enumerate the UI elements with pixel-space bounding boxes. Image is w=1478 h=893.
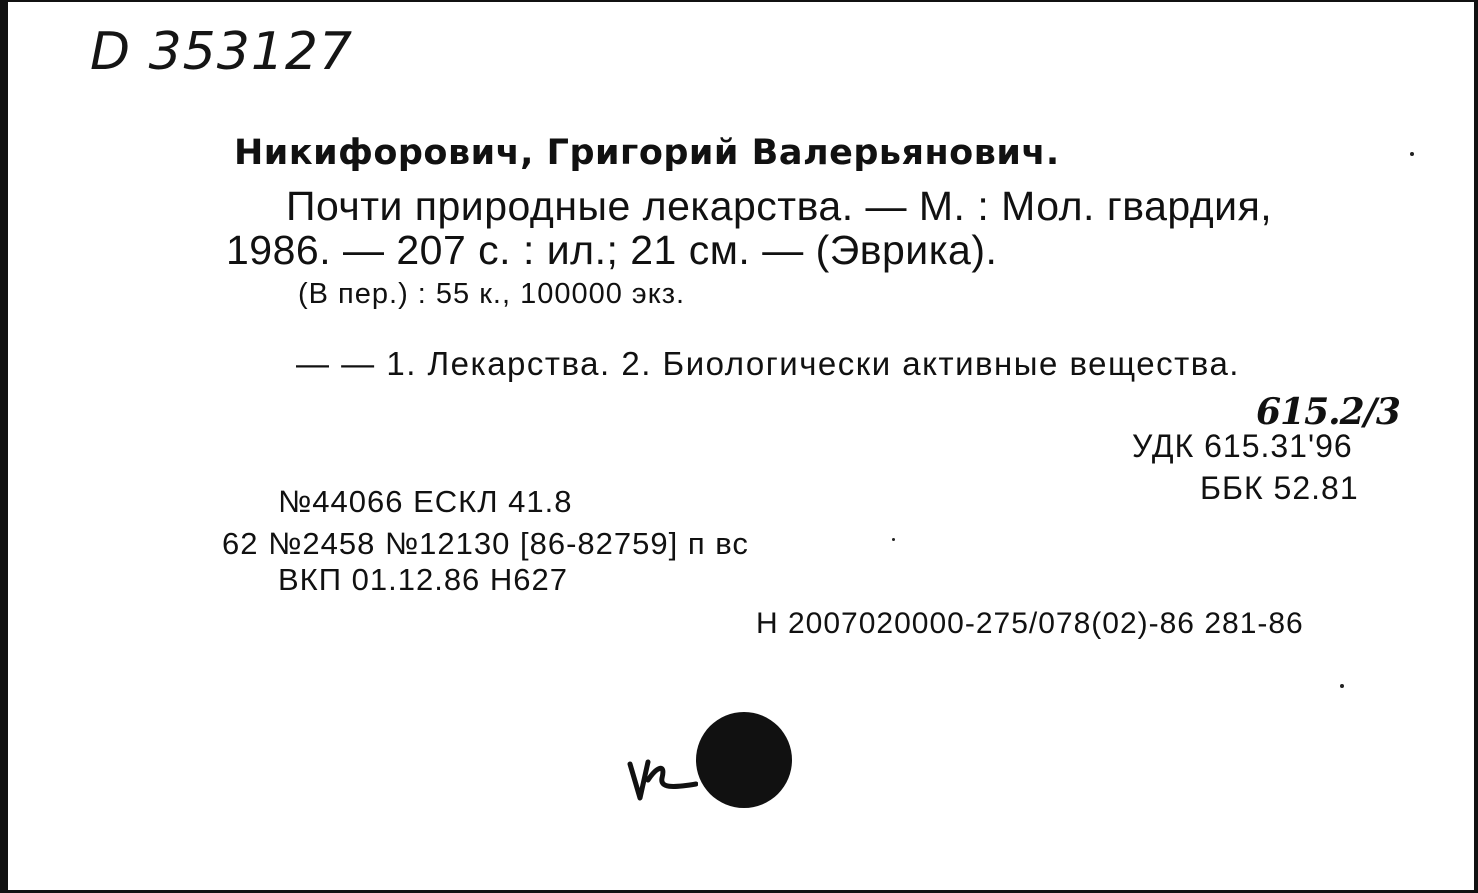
udk-code: УДК 615.31'96 [1132, 428, 1353, 464]
record-line-3: ВКП 01.12.86 Н627 [278, 562, 569, 597]
record-line-2: 62 №2458 №12130 [86-82759] п вс [222, 526, 749, 561]
dust-speck [1340, 684, 1344, 688]
punch-hole [696, 712, 792, 808]
publication-code: Н 2007020000-275/078(02)-86 281-86 [756, 607, 1304, 640]
handwritten-classification: 615.2/3 [1256, 391, 1400, 433]
bbk-code: ББК 52.81 [1200, 470, 1359, 506]
subject-headings: — — 1. Лекарства. 2. Биологически активные вещества. [296, 345, 1240, 382]
record-line-1: №44066 ЕСКЛ 41.8 [278, 484, 573, 519]
title-line-2: 1986. — 207 с. : ил.; 21 см. — (Эврика). [226, 227, 998, 273]
title-line-1: Почти природные лекарства. — М. : Мол. гвардия, [286, 183, 1273, 229]
price-line: (В пер.) : 55 к., 100000 экз. [298, 278, 686, 310]
inventory-number: D 353127 [90, 22, 354, 82]
author-heading: Никифорович, Григорий Валерьянович. [234, 133, 1060, 173]
dust-speck [1410, 152, 1414, 156]
handwritten-checkmark-icon [626, 744, 698, 804]
dust-speck [892, 538, 895, 541]
